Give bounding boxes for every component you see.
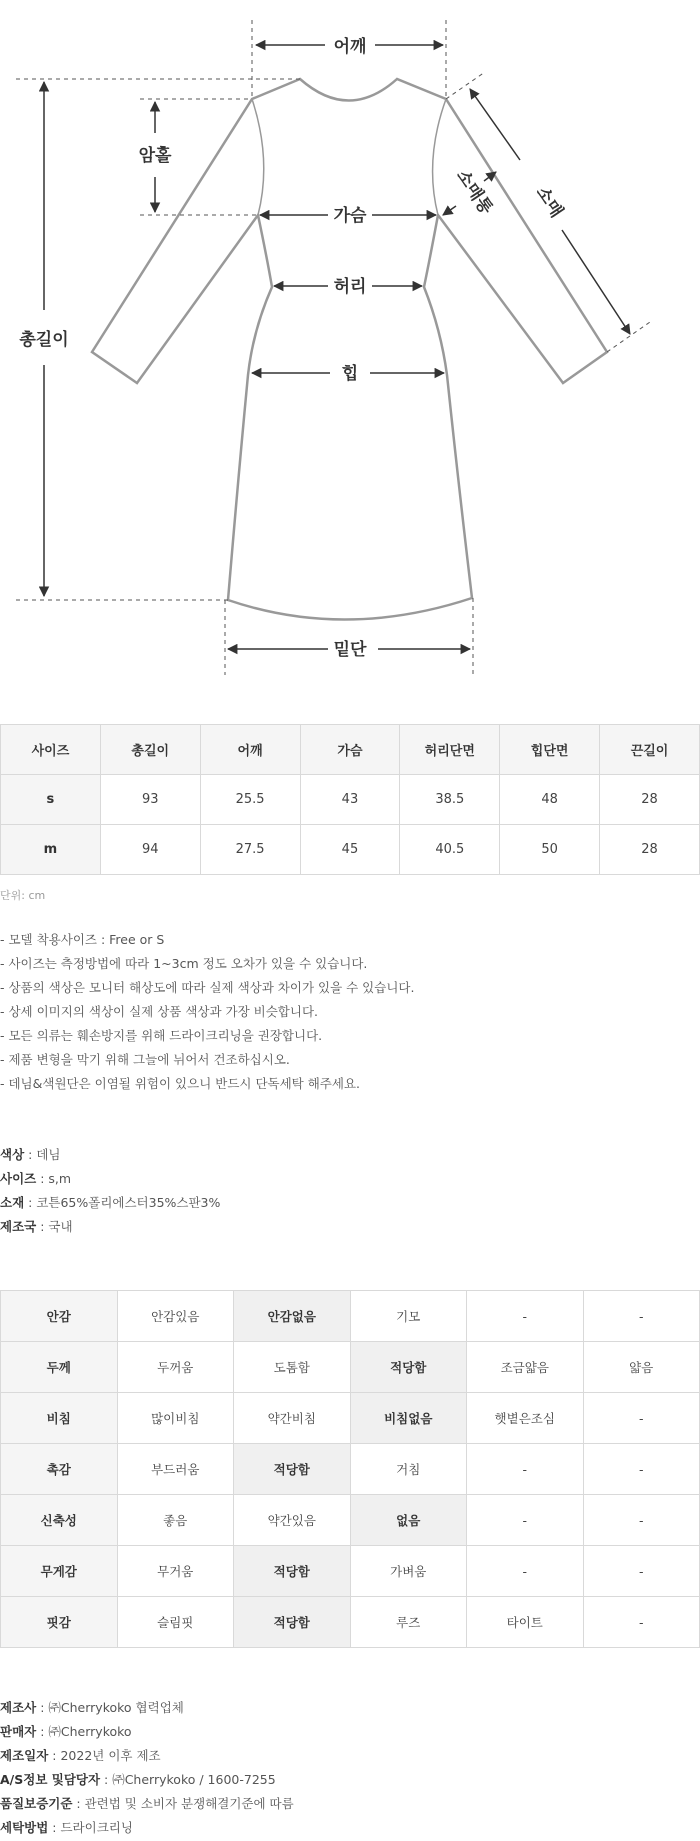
property-option: 얇음 <box>583 1342 700 1393</box>
property-option: 부드러움 <box>117 1444 234 1495</box>
property-option: 안감있음 <box>117 1291 234 1342</box>
note-line: - 모든 의류는 훼손방지를 위해 드라이크리닝을 권장합니다. <box>0 1028 323 1043</box>
property-name: 무게감 <box>1 1546 118 1597</box>
size-header-cell: 사이즈 <box>1 725 101 775</box>
note-line: - 데님&색원단은 이염될 위험이 있으니 반드시 단독세탁 해주세요. <box>0 1076 360 1091</box>
property-name: 신축성 <box>1 1495 118 1546</box>
size-cell: 50 <box>500 825 600 875</box>
property-option: 조금얇음 <box>467 1342 584 1393</box>
property-name: 비침 <box>1 1393 118 1444</box>
property-option: 약간있음 <box>234 1495 351 1546</box>
property-option-selected: 적당함 <box>234 1444 351 1495</box>
size-header-cell: 어깨 <box>200 725 300 775</box>
size-table <box>0 724 700 875</box>
label-total-length: 총길이 <box>19 330 69 350</box>
fabric-property-table <box>0 1290 700 1648</box>
size-header-cell: 허리단면 <box>400 725 500 775</box>
size-header-cell: 끈길이 <box>600 725 700 775</box>
size-cell: 40.5 <box>400 825 500 875</box>
size-cell: 27.5 <box>200 825 300 875</box>
property-option: - <box>583 1393 700 1444</box>
size-table-row <box>1 775 700 825</box>
product-specs <box>0 1143 220 1239</box>
property-option: - <box>583 1291 700 1342</box>
size-header-cell: 가슴 <box>300 725 400 775</box>
property-option: - <box>467 1444 584 1495</box>
property-option-selected: 적당함 <box>234 1597 351 1648</box>
size-cell: m <box>1 825 101 875</box>
dress-diagram-svg <box>0 0 700 690</box>
info-manufacturer: 제조사 : ㈜Cherrykoko 협력업체 <box>0 1700 184 1715</box>
property-option: 타이트 <box>467 1597 584 1648</box>
property-name: 두께 <box>1 1342 118 1393</box>
property-option-selected: 안감없음 <box>234 1291 351 1342</box>
spec-country: 제조국 : 국내 <box>0 1219 73 1234</box>
size-table-row <box>1 825 700 875</box>
property-row <box>1 1393 700 1444</box>
info-washing: 세탁방법 : 드라이크리닝 <box>0 1820 133 1835</box>
label-hem: 밑단 <box>333 640 367 660</box>
measurement-diagram <box>0 0 700 690</box>
unit-note: 단위: cm <box>0 889 46 902</box>
info-seller: 판매자 : ㈜Cherrykoko <box>0 1724 132 1739</box>
property-option: 슬림핏 <box>117 1597 234 1648</box>
size-header-cell: 힙단면 <box>500 725 600 775</box>
size-cell: 93 <box>100 775 200 825</box>
measurement-arrows <box>44 45 630 649</box>
property-option: 약간비침 <box>234 1393 351 1444</box>
info-as-contact: A/S정보 및담당자 : ㈜Cherrykoko / 1600-7255 <box>0 1772 276 1787</box>
label-shoulder: 어깨 <box>333 37 367 57</box>
note-line: - 모델 착용사이즈 : Free or S <box>0 932 165 947</box>
label-waist: 허리 <box>333 277 367 297</box>
property-option: 기모 <box>350 1291 467 1342</box>
property-option-selected: 적당함 <box>234 1546 351 1597</box>
property-option: 두꺼움 <box>117 1342 234 1393</box>
note-line: - 상품의 색상은 모니터 해상도에 따라 실제 색상과 차이가 있을 수 있습니다. <box>0 980 415 995</box>
label-sleeve: 소매 <box>531 182 567 222</box>
note-line: - 상세 이미지의 색상이 실제 상품 색상과 가장 비슷합니다. <box>0 1004 318 1019</box>
spec-size: 사이즈 : s,m <box>0 1171 72 1186</box>
size-cell: 45 <box>300 825 400 875</box>
property-option: 무거움 <box>117 1546 234 1597</box>
label-armhole: 암홀 <box>138 146 172 166</box>
spec-material: 소재 : 코튼65%폴리에스터35%스판3% <box>0 1195 221 1210</box>
size-header-cell: 총길이 <box>100 725 200 775</box>
property-name: 핏감 <box>1 1597 118 1648</box>
size-cell: 25.5 <box>200 775 300 825</box>
property-name: 촉감 <box>1 1444 118 1495</box>
property-row <box>1 1495 700 1546</box>
property-option: - <box>583 1444 700 1495</box>
property-option-selected: 없음 <box>350 1495 467 1546</box>
property-option-selected: 적당함 <box>350 1342 467 1393</box>
label-sleeve-width: 소매통 <box>452 166 497 219</box>
property-row <box>1 1291 700 1342</box>
care-notes <box>0 928 414 1096</box>
property-row <box>1 1546 700 1597</box>
property-option: - <box>467 1495 584 1546</box>
property-row <box>1 1342 700 1393</box>
property-option: 가벼움 <box>350 1546 467 1597</box>
size-cell: 28 <box>600 775 700 825</box>
info-manufacture-date: 제조일자 : 2022년 이후 제조 <box>0 1748 161 1763</box>
spec-color: 색상 : 데님 <box>0 1147 61 1162</box>
property-option: 많이비침 <box>117 1393 234 1444</box>
label-chest: 가슴 <box>333 206 367 226</box>
property-option: - <box>583 1597 700 1648</box>
property-row <box>1 1444 700 1495</box>
note-line: - 제품 변형을 막기 위해 그늘에 뉘어서 건조하십시오. <box>0 1052 290 1067</box>
property-row <box>1 1597 700 1648</box>
size-table-header-row <box>1 725 700 775</box>
info-quality-standard: 품질보증기준 : 관련법 및 소비자 분쟁해결기준에 따름 <box>0 1796 294 1811</box>
property-option: - <box>583 1495 700 1546</box>
property-option: 좋음 <box>117 1495 234 1546</box>
property-option-selected: 비침없음 <box>350 1393 467 1444</box>
property-option: 루즈 <box>350 1597 467 1648</box>
property-option: - <box>583 1546 700 1597</box>
property-option: 도톰함 <box>234 1342 351 1393</box>
size-cell: s <box>1 775 101 825</box>
guide-lines <box>16 20 650 675</box>
label-hip: 힙 <box>341 364 359 384</box>
size-cell: 43 <box>300 775 400 825</box>
size-cell: 94 <box>100 825 200 875</box>
property-name: 안감 <box>1 1291 118 1342</box>
note-line: - 사이즈는 측정방법에 따라 1~3cm 정도 오차가 있을 수 있습니다. <box>0 956 368 971</box>
manufacturer-info <box>0 1696 294 1840</box>
size-cell: 38.5 <box>400 775 500 825</box>
property-option: - <box>467 1291 584 1342</box>
property-option: 햇볕은조심 <box>467 1393 584 1444</box>
size-cell: 48 <box>500 775 600 825</box>
size-cell: 28 <box>600 825 700 875</box>
property-option: 거침 <box>350 1444 467 1495</box>
property-option: - <box>467 1546 584 1597</box>
